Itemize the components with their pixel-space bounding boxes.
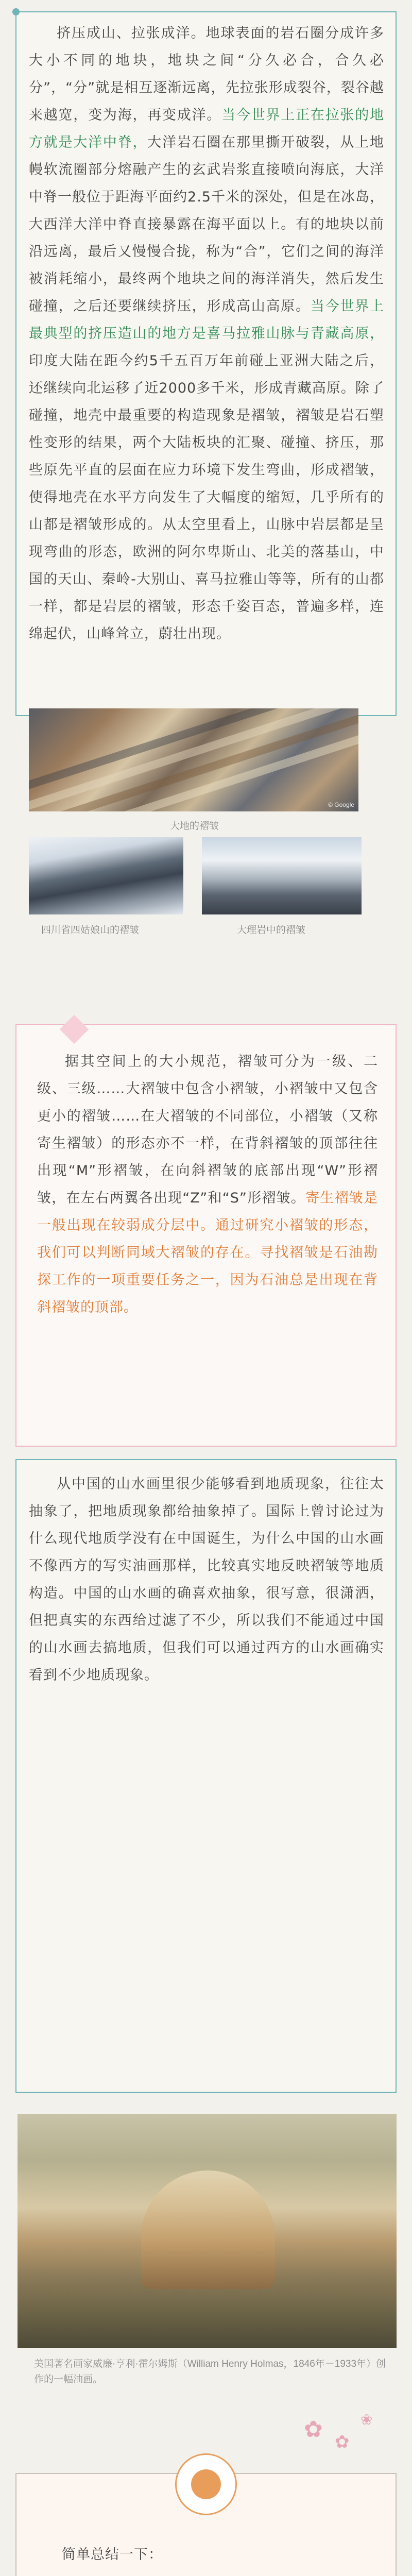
section-text [29, 1470, 384, 1689]
summary-title: 简单总结一下： [62, 2547, 163, 2563]
rock-arch [141, 2171, 275, 2289]
text-run: 印度大陆在距今约5千五百万年前碰上亚洲大陆之后，还继续向北运移了近2000多千米，形成青藏高原。除了碰撞，地壳中最重要的构造现象是褶皱，褶皱是岩石塑性变形的结果，两个大陆板块的汇聚、碰撞、挤压，那些原先平直的层面在应力环境下发生弯曲，形成褶皱，使得地壳在水平方向发生了大幅度的缩短，几乎所有的山都是褶皱形成的。从太空里看上，山脉中岩层都是呈现弯曲的形态，欧洲的阿尔卑斯山、北美的落基山，中国的天山、秦岭-大别山、喜马拉雅山等等，所有的山都一样，都是岩层的褶皱，形态千姿百态，普遍多样，连绵起伏，山峰耸立，蔚壮出现。 [29, 353, 384, 642]
corner-dot [12, 8, 20, 15]
paragraph [29, 20, 384, 648]
paragraph [37, 1048, 378, 1321]
sun-badge-icon [175, 2453, 237, 2515]
satellite-fold-image [29, 708, 358, 811]
summary-text [34, 2541, 379, 2576]
section-fold-scales [15, 1024, 397, 1447]
blossom-icon: ❀ [360, 2411, 373, 2428]
mountain-fold-photo [29, 837, 183, 914]
highlight-text: 寄生褶皱是一般出现在较弱成分层中。通过研究小褶皱的形态，我们可以判断同域大褶皱的存在。寻找褶皱是石油勘探工作的一项重要任务之一，因为石油总是出现在背斜褶皱的顶部。 [37, 1190, 378, 1315]
image-caption: 四川省四姑娘山的褶皱 [41, 925, 140, 936]
summary-card [15, 2473, 397, 2576]
text-run: 挤压成山、拉张成洋。地球表面的岩石圈分成许多大小不同的地块，地块之间“分久必合，合久必分”，“分”就是相互逐渐远离，先拉张形成裂谷，裂谷越来越宽，变为海，再变成洋。 [29, 25, 384, 123]
oil-painting-image [18, 2114, 397, 2348]
section-landscape-painting [15, 1459, 397, 2093]
blossom-icon: ✿ [304, 2416, 323, 2443]
section-folding-intro [15, 11, 397, 716]
image-caption: 大地的褶皱 [170, 821, 219, 832]
marble-fold-photo [202, 837, 362, 914]
section-text [37, 1048, 378, 1321]
paragraph: 从中国的山水画里很少能够看到地质现象，往往太抽象了，把地质现象都给抽象掉了。国际上曾讨论过为什么现代地质学没有在中国诞生，为什么中国的山水画不像西方的写实油画那样，比较真实地反映褶皱等地质构造。中国的山水画的确喜欢抽象，很写意，很潇洒，但把真实的东西给过滤了不少，所以我们不能通过中国的山水画去搞地质，但我们可以通过西方的山水画确实看到不少地质现象。 [29, 1476, 384, 1683]
section-text [29, 20, 384, 648]
text-run: 大洋岩石圈在那里撕开破裂，从上地幔软流圈部分熔融产生的玄武岩浆直接喷向海底，大洋中脊一般位于距海平面约2.5千米的深处，但是在冰岛，大西洋大洋中脊直接暴露在海平面以上。有的地块以前沿远离，最后又慢慢合拢，称为“合”，它们之间的海洋被消耗缩小，最终两个地块之间的海洋消失，然后发生碰撞，之后还要继续挤压，形成高山高原。 [29, 134, 385, 314]
highlight-text: 当今世界上正在拉张的地方就是大洋中脊， [29, 107, 385, 150]
text-run: 据其空间上的大小规范，褶皱可分为一级、二级、三级……大褶皱中包含小褶皱，小褶皱中又包含更小的褶皱……在大褶皱的不同部位，小褶皱（又称寄生褶皱）的形态亦不一样，在背斜褶皱的顶部往往出现“M”形褶皱，在向斜褶皱的底部出现“W”形褶皱，在左右两翼各出现“Z”和“S”形褶皱。 [37, 1054, 378, 1206]
highlight-text: 当今世界上最典型的挤压造山的地方是喜马拉雅山脉与青藏高原， [29, 298, 385, 342]
blossom-icon: ✿ [335, 2432, 350, 2452]
watermark: © Google [328, 801, 354, 808]
painting-caption: 美国著名画家威廉·亨利·霍尔姆斯（William Henry Holmas，1846年－1933年）创作的一幅油画。 [34, 2359, 386, 2385]
decorative-flag [60, 1015, 89, 1044]
summary-item [34, 2573, 379, 2576]
image-caption: 大理岩中的褶皱 [237, 925, 306, 936]
